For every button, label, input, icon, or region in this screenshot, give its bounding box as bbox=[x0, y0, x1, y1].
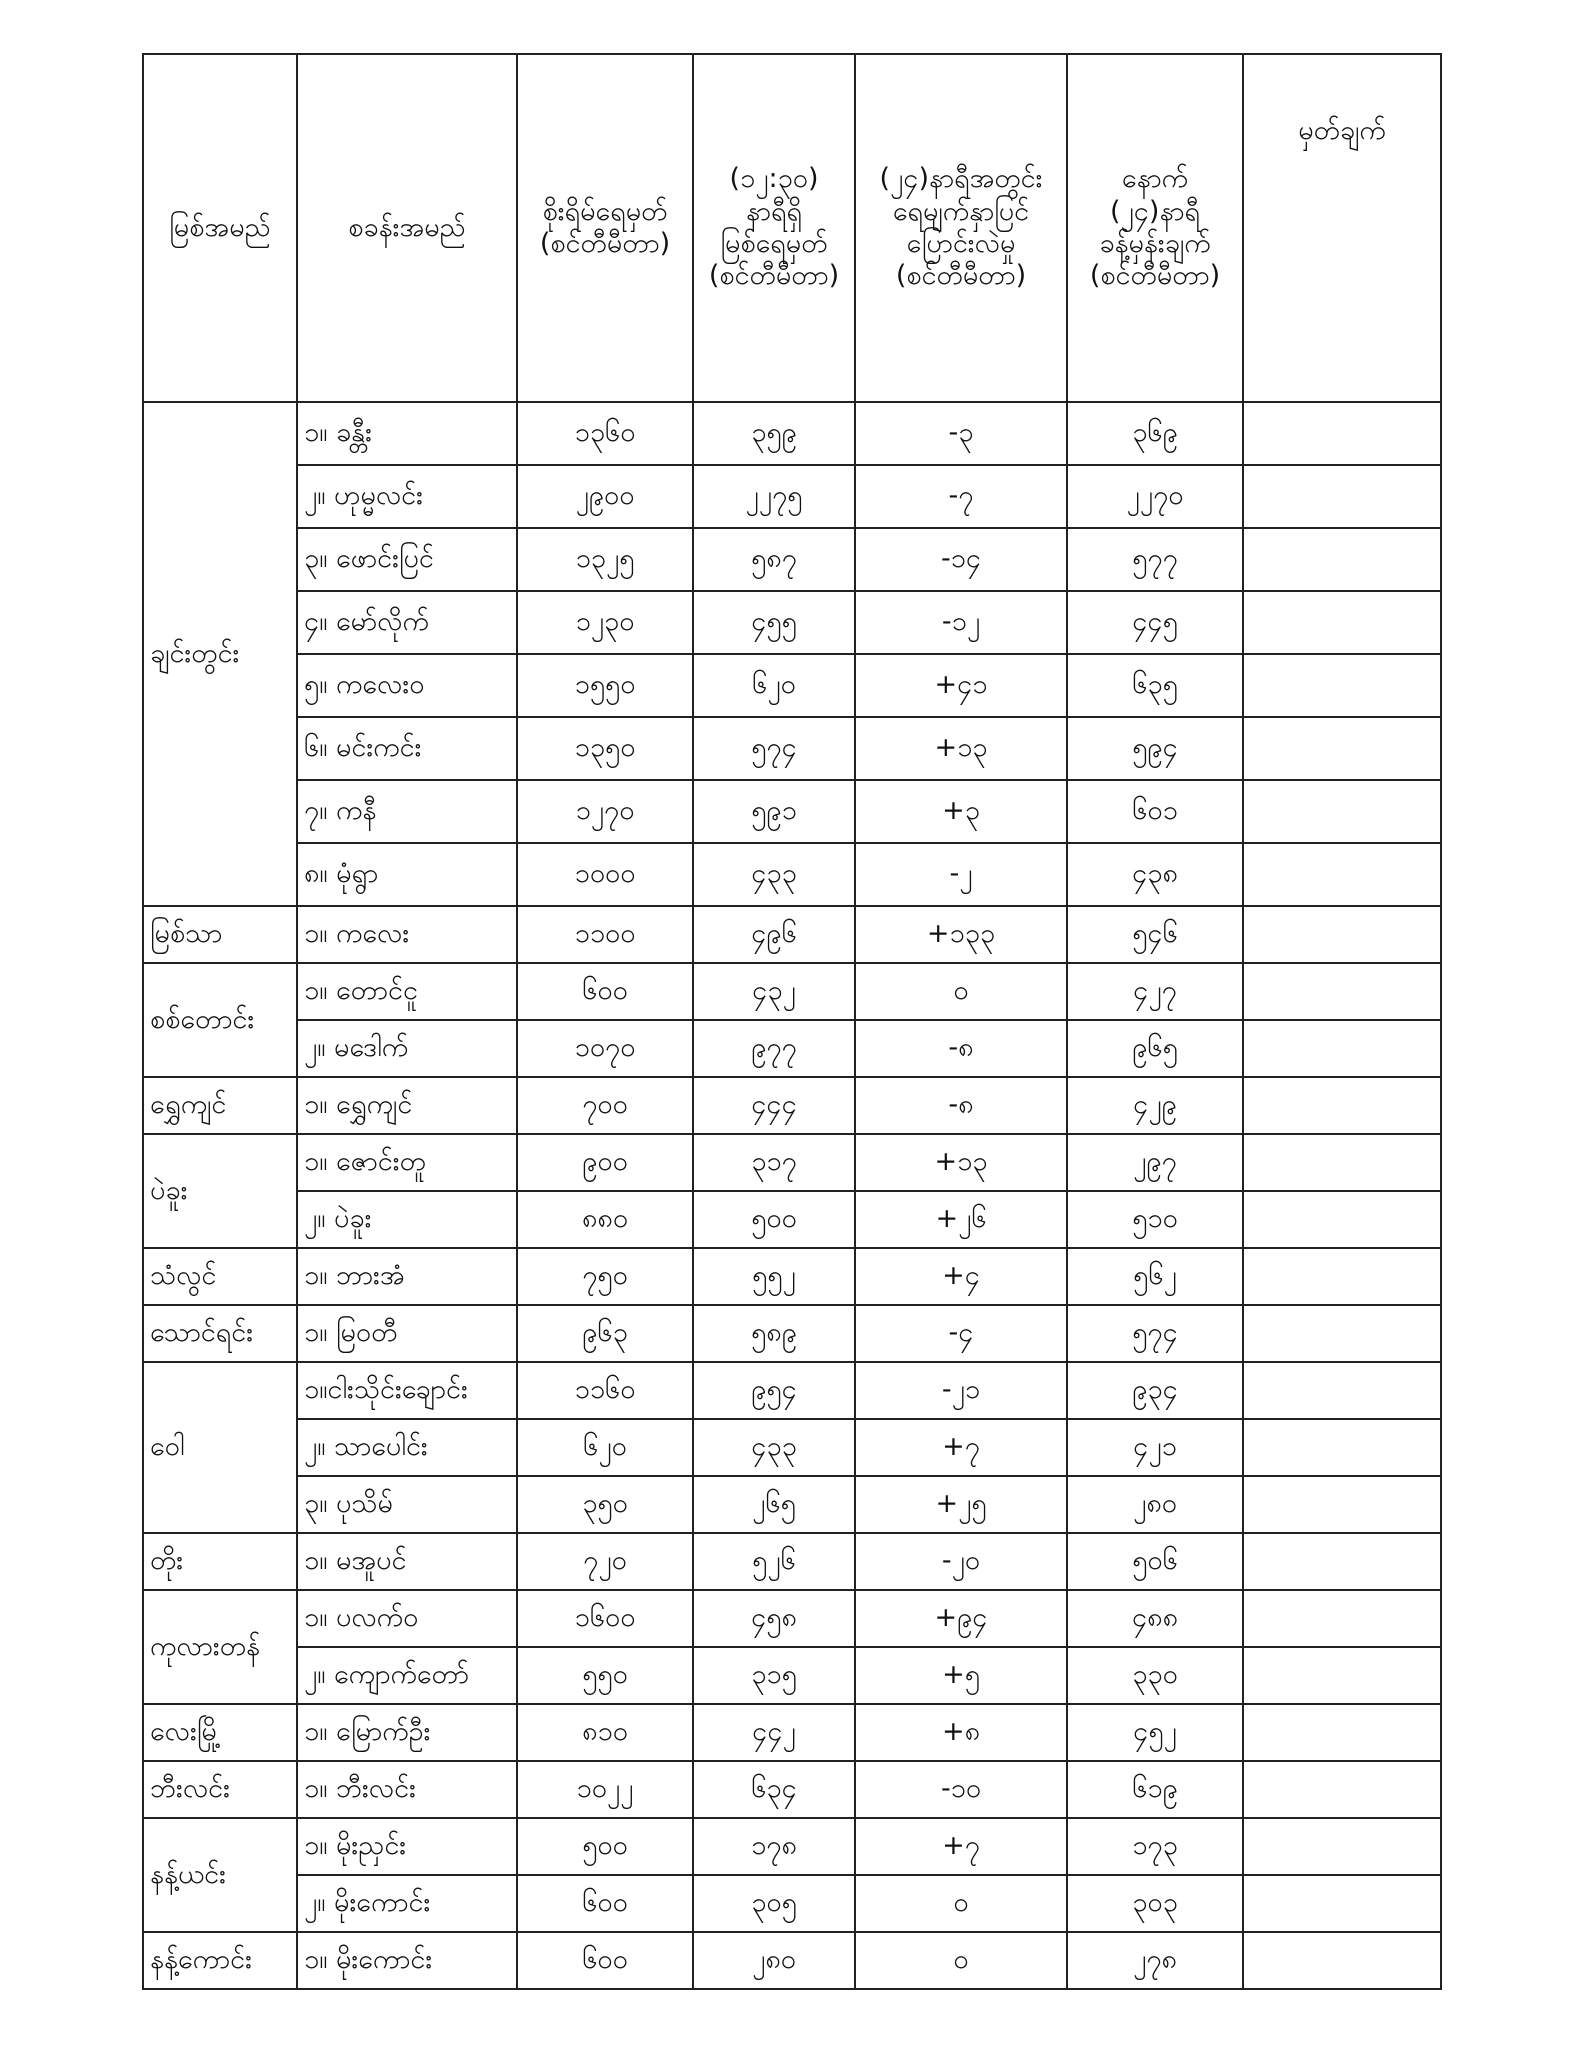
table-row bbox=[143, 654, 1441, 717]
water-level-cell: ၆၂၀ bbox=[693, 654, 855, 717]
station-name-cell: ၁။ ဘီးလင်း bbox=[297, 1761, 517, 1818]
forecast-24h-cell: ၉၃၄ bbox=[1067, 1362, 1243, 1419]
table-row bbox=[143, 906, 1441, 963]
remarks-cell bbox=[1243, 843, 1441, 906]
station-name-cell: ၂။ ဟုမ္မလင်း bbox=[297, 465, 517, 528]
station-name-cell: ၂။ ကျောက်တော် bbox=[297, 1647, 517, 1704]
header-forecast-24h: နောက် (၂၄)နာရီ ခန့်မှန်းချက် (စင်တီမီတာ) bbox=[1067, 54, 1243, 402]
forecast-24h-cell: ၂၈၀ bbox=[1067, 1476, 1243, 1533]
header-river: မြစ်အမည် bbox=[143, 54, 297, 402]
station-name-cell: ၁။ ရွှေကျင် bbox=[297, 1077, 517, 1134]
forecast-24h-cell: ၄၂၇ bbox=[1067, 963, 1243, 1020]
danger-level-cell: ၉၆၃ bbox=[517, 1305, 693, 1362]
remarks-cell bbox=[1243, 717, 1441, 780]
water-level-cell: ၄၃၃ bbox=[693, 843, 855, 906]
remarks-cell bbox=[1243, 654, 1441, 717]
danger-level-cell: ၁၃၆၀ bbox=[517, 402, 693, 465]
change-24h-cell: +၁၃၃ bbox=[855, 906, 1067, 963]
table-row bbox=[143, 717, 1441, 780]
station-name-cell: ၅။ ကလေးဝ bbox=[297, 654, 517, 717]
table-row bbox=[143, 402, 1441, 465]
station-name-cell: ၄။ မော်လိုက် bbox=[297, 591, 517, 654]
change-24h-cell: -၇ bbox=[855, 465, 1067, 528]
station-name-cell: ၁။ ဇောင်းတူ bbox=[297, 1134, 517, 1191]
change-24h-cell: -၂၀ bbox=[855, 1533, 1067, 1590]
change-24h-cell: +၈ bbox=[855, 1704, 1067, 1761]
station-name-cell: ၁။ မြောက်ဦး bbox=[297, 1704, 517, 1761]
station-name-cell: ၈။ မုံရွာ bbox=[297, 843, 517, 906]
water-level-cell: ၅၂၆ bbox=[693, 1533, 855, 1590]
remarks-cell bbox=[1243, 1476, 1441, 1533]
danger-level-cell: ၆၀၀ bbox=[517, 1875, 693, 1932]
danger-level-cell: ၁၁၀၀ bbox=[517, 906, 693, 963]
table-row bbox=[143, 843, 1441, 906]
forecast-24h-cell: ၅၉၄ bbox=[1067, 717, 1243, 780]
remarks-cell bbox=[1243, 528, 1441, 591]
change-24h-cell: -၂ bbox=[855, 843, 1067, 906]
change-24h-cell: -၈ bbox=[855, 1020, 1067, 1077]
danger-level-cell: ၇၀၀ bbox=[517, 1077, 693, 1134]
water-level-cell: ၄၅၈ bbox=[693, 1590, 855, 1647]
forecast-24h-cell: ၆၁၉ bbox=[1067, 1761, 1243, 1818]
header-station: စခန်းအမည် bbox=[297, 54, 517, 402]
remarks-cell bbox=[1243, 1818, 1441, 1875]
change-24h-cell: ၀ bbox=[855, 1875, 1067, 1932]
remarks-cell bbox=[1243, 963, 1441, 1020]
water-level-cell: ၄၉၆ bbox=[693, 906, 855, 963]
remarks-cell bbox=[1243, 402, 1441, 465]
danger-level-cell: ၆၀၀ bbox=[517, 963, 693, 1020]
water-level-cell: ၄၄၄ bbox=[693, 1077, 855, 1134]
forecast-24h-cell: ၄၈၈ bbox=[1067, 1590, 1243, 1647]
river-name-cell: ချင်းတွင်း bbox=[143, 402, 297, 906]
table-row bbox=[143, 465, 1441, 528]
change-24h-cell: +၃ bbox=[855, 780, 1067, 843]
water-level-cell: ၅၉၁ bbox=[693, 780, 855, 843]
water-level-cell: ၆၃၄ bbox=[693, 1761, 855, 1818]
remarks-cell bbox=[1243, 591, 1441, 654]
forecast-24h-cell: ၄၄၅ bbox=[1067, 591, 1243, 654]
change-24h-cell: -၄ bbox=[855, 1305, 1067, 1362]
remarks-cell bbox=[1243, 1647, 1441, 1704]
change-24h-cell: +၂၆ bbox=[855, 1191, 1067, 1248]
danger-level-cell: ၁၀၇၀ bbox=[517, 1020, 693, 1077]
forecast-24h-cell: ၅၇၄ bbox=[1067, 1305, 1243, 1362]
water-level-cell: ၃၅၉ bbox=[693, 402, 855, 465]
change-24h-cell: -၁၀ bbox=[855, 1761, 1067, 1818]
header-change-24h: (၂၄)နာရီအတွင်း ရေမျက်နှာပြင် ပြောင်းလဲမှု (စင်တီမီတာ) bbox=[855, 54, 1067, 402]
forecast-24h-cell: ၂၂၇၀ bbox=[1067, 465, 1243, 528]
danger-level-cell: ၆၂၀ bbox=[517, 1419, 693, 1476]
station-name-cell: ၁။ မိုးကောင်း bbox=[297, 1932, 517, 1989]
river-name-cell: ဘီးလင်း bbox=[143, 1761, 297, 1818]
remarks-cell bbox=[1243, 906, 1441, 963]
forecast-24h-cell: ၃၀၃ bbox=[1067, 1875, 1243, 1932]
table-row bbox=[143, 1704, 1441, 1761]
station-name-cell: ၁။ငါးသိုင်းချောင်း bbox=[297, 1362, 517, 1419]
danger-level-cell: ၈၁၀ bbox=[517, 1704, 693, 1761]
water-level-cell: ၂၆၅ bbox=[693, 1476, 855, 1533]
forecast-24h-cell: ၆၀၁ bbox=[1067, 780, 1243, 843]
danger-level-cell: ၇၂၀ bbox=[517, 1533, 693, 1590]
forecast-24h-cell: ၄၂၉ bbox=[1067, 1077, 1243, 1134]
danger-level-cell: ၁၃၂၅ bbox=[517, 528, 693, 591]
table-row bbox=[143, 1419, 1441, 1476]
river-name-cell: ရွှေကျင် bbox=[143, 1077, 297, 1134]
remarks-cell bbox=[1243, 1020, 1441, 1077]
header-row bbox=[143, 54, 1441, 402]
change-24h-cell: ၀ bbox=[855, 1932, 1067, 1989]
station-name-cell: ၃။ ဖောင်းပြင် bbox=[297, 528, 517, 591]
table-row bbox=[143, 1932, 1441, 1989]
river-level-table bbox=[142, 53, 1442, 1990]
water-level-cell: ၄၄၂ bbox=[693, 1704, 855, 1761]
remarks-cell bbox=[1243, 1077, 1441, 1134]
forecast-24h-cell: ၄၂၁ bbox=[1067, 1419, 1243, 1476]
forecast-24h-cell: ၃၃၀ bbox=[1067, 1647, 1243, 1704]
water-level-cell: ၄၃၃ bbox=[693, 1419, 855, 1476]
river-name-cell: လေးမြို့ bbox=[143, 1704, 297, 1761]
river-name-cell: နန့်ယင်း bbox=[143, 1818, 297, 1932]
forecast-24h-cell: ၄၃၈ bbox=[1067, 843, 1243, 906]
danger-level-cell: ၁၀၂၂ bbox=[517, 1761, 693, 1818]
water-level-cell: ၄၃၂ bbox=[693, 963, 855, 1020]
table-row bbox=[143, 1533, 1441, 1590]
table-row bbox=[143, 1476, 1441, 1533]
table-row bbox=[143, 1362, 1441, 1419]
table-row bbox=[143, 780, 1441, 843]
table-row bbox=[143, 1818, 1441, 1875]
remarks-cell bbox=[1243, 1419, 1441, 1476]
water-level-cell: ၅၈၉ bbox=[693, 1305, 855, 1362]
remarks-cell bbox=[1243, 1362, 1441, 1419]
remarks-cell bbox=[1243, 1875, 1441, 1932]
danger-level-cell: ၁၂၃၀ bbox=[517, 591, 693, 654]
danger-level-cell: ၁၁၆၀ bbox=[517, 1362, 693, 1419]
station-name-cell: ၇။ ကနီ bbox=[297, 780, 517, 843]
change-24h-cell: -၃ bbox=[855, 402, 1067, 465]
forecast-24h-cell: ၅၇၇ bbox=[1067, 528, 1243, 591]
remarks-cell bbox=[1243, 1932, 1441, 1989]
river-name-cell: ပဲခူး bbox=[143, 1134, 297, 1248]
change-24h-cell: -၈ bbox=[855, 1077, 1067, 1134]
station-name-cell: ၂။ သာပေါင်း bbox=[297, 1419, 517, 1476]
river-name-cell: နန့်ကောင်း bbox=[143, 1932, 297, 1989]
water-level-cell: ၅၈၇ bbox=[693, 528, 855, 591]
remarks-cell bbox=[1243, 1761, 1441, 1818]
danger-level-cell: ၉၀၀ bbox=[517, 1134, 693, 1191]
remarks-cell bbox=[1243, 1191, 1441, 1248]
water-level-cell: ၄၅၅ bbox=[693, 591, 855, 654]
station-name-cell: ၁။ မအူပင် bbox=[297, 1533, 517, 1590]
table-row bbox=[143, 1191, 1441, 1248]
change-24h-cell: +၇ bbox=[855, 1419, 1067, 1476]
table-row bbox=[143, 1590, 1441, 1647]
change-24h-cell: +၁၃ bbox=[855, 1134, 1067, 1191]
change-24h-cell: +၅ bbox=[855, 1647, 1067, 1704]
water-level-cell: ၂၈၀ bbox=[693, 1932, 855, 1989]
table-row bbox=[143, 1761, 1441, 1818]
remarks-cell bbox=[1243, 1590, 1441, 1647]
table-row bbox=[143, 528, 1441, 591]
change-24h-cell: -၁၄ bbox=[855, 528, 1067, 591]
table-body bbox=[143, 402, 1441, 1989]
danger-level-cell: ၂၉၀၀ bbox=[517, 465, 693, 528]
river-name-cell: သံလွင် bbox=[143, 1248, 297, 1305]
water-level-cell: ၅၇၄ bbox=[693, 717, 855, 780]
river-name-cell: ကုလားတန် bbox=[143, 1590, 297, 1704]
header-water-level: (၁၂:၃၀) နာရီရှိ မြစ်ရေမှတ် (စင်တီမီတာ) bbox=[693, 54, 855, 402]
table-row bbox=[143, 1248, 1441, 1305]
forecast-24h-cell: ၆၃၅ bbox=[1067, 654, 1243, 717]
water-level-cell: ၃၁၇ bbox=[693, 1134, 855, 1191]
change-24h-cell: +၄ bbox=[855, 1248, 1067, 1305]
station-name-cell: ၂။ ပဲခူး bbox=[297, 1191, 517, 1248]
change-24h-cell: +၂၅ bbox=[855, 1476, 1067, 1533]
danger-level-cell: ၁၀၀၀ bbox=[517, 843, 693, 906]
change-24h-cell: -၁၂ bbox=[855, 591, 1067, 654]
table-row bbox=[143, 591, 1441, 654]
danger-level-cell: ၁၅၅၀ bbox=[517, 654, 693, 717]
change-24h-cell: +၁၃ bbox=[855, 717, 1067, 780]
water-level-cell: ၅၀၀ bbox=[693, 1191, 855, 1248]
danger-level-cell: ၁၆၀၀ bbox=[517, 1590, 693, 1647]
danger-level-cell: ၅၀၀ bbox=[517, 1818, 693, 1875]
station-name-cell: ၁။ ခန္တီး bbox=[297, 402, 517, 465]
table-row bbox=[143, 1875, 1441, 1932]
remarks-cell bbox=[1243, 1305, 1441, 1362]
danger-level-cell: ၆၀၀ bbox=[517, 1932, 693, 1989]
forecast-24h-cell: ၃၆၉ bbox=[1067, 402, 1243, 465]
water-level-cell: ၃၁၅ bbox=[693, 1647, 855, 1704]
table-row bbox=[143, 1134, 1441, 1191]
station-name-cell: ၁။ ပလက်ဝ bbox=[297, 1590, 517, 1647]
remarks-cell bbox=[1243, 1704, 1441, 1761]
station-name-cell: ၃။ ပုသိမ် bbox=[297, 1476, 517, 1533]
station-name-cell: ၁။ တောင်ငူ bbox=[297, 963, 517, 1020]
water-level-cell: ၉၅၄ bbox=[693, 1362, 855, 1419]
forecast-24h-cell: ၂၉၇ bbox=[1067, 1134, 1243, 1191]
forecast-24h-cell: ၁၇၃ bbox=[1067, 1818, 1243, 1875]
river-name-cell: တိုး bbox=[143, 1533, 297, 1590]
river-name-cell: သောင်ရင်း bbox=[143, 1305, 297, 1362]
danger-level-cell: ၃၅၀ bbox=[517, 1476, 693, 1533]
danger-level-cell: ၇၅၀ bbox=[517, 1248, 693, 1305]
station-name-cell: ၁။ မိုးညှင်း bbox=[297, 1818, 517, 1875]
table-row bbox=[143, 1305, 1441, 1362]
forecast-24h-cell: ၄၅၂ bbox=[1067, 1704, 1243, 1761]
remarks-cell bbox=[1243, 1533, 1441, 1590]
remarks-cell bbox=[1243, 780, 1441, 843]
forecast-24h-cell: ၂၇၈ bbox=[1067, 1932, 1243, 1989]
header-danger-level: စိုးရိမ်ရေမှတ် (စင်တီမီတာ) bbox=[517, 54, 693, 402]
station-name-cell: ၁။ မြဝတီ bbox=[297, 1305, 517, 1362]
change-24h-cell: +၉၄ bbox=[855, 1590, 1067, 1647]
table-row bbox=[143, 1647, 1441, 1704]
river-name-cell: ဝေါ bbox=[143, 1362, 297, 1533]
forecast-24h-cell: ၅၁၀ bbox=[1067, 1191, 1243, 1248]
water-level-cell: ၃၀၅ bbox=[693, 1875, 855, 1932]
water-level-cell: ၁၇၈ bbox=[693, 1818, 855, 1875]
danger-level-cell: ၁၂၇၀ bbox=[517, 780, 693, 843]
station-name-cell: ၁။ ကလေး bbox=[297, 906, 517, 963]
danger-level-cell: ၁၃၅၀ bbox=[517, 717, 693, 780]
water-level-cell: ၂၂၇၅ bbox=[693, 465, 855, 528]
station-name-cell: ၆။ မင်းကင်း bbox=[297, 717, 517, 780]
header-remarks: မှတ်ချက် bbox=[1243, 54, 1441, 402]
remarks-cell bbox=[1243, 1134, 1441, 1191]
forecast-24h-cell: ၉၆၅ bbox=[1067, 1020, 1243, 1077]
river-name-cell: မြစ်သာ bbox=[143, 906, 297, 963]
remarks-cell bbox=[1243, 1248, 1441, 1305]
table-row bbox=[143, 1020, 1441, 1077]
remarks-cell bbox=[1243, 465, 1441, 528]
water-level-cell: ၉၇၇ bbox=[693, 1020, 855, 1077]
table-row bbox=[143, 1077, 1441, 1134]
change-24h-cell: +၇ bbox=[855, 1818, 1067, 1875]
forecast-24h-cell: ၅၀၆ bbox=[1067, 1533, 1243, 1590]
station-name-cell: ၂။ မဒေါက် bbox=[297, 1020, 517, 1077]
forecast-24h-cell: ၅၆၂ bbox=[1067, 1248, 1243, 1305]
river-name-cell: စစ်တောင်း bbox=[143, 963, 297, 1077]
change-24h-cell: ၀ bbox=[855, 963, 1067, 1020]
table-row bbox=[143, 963, 1441, 1020]
water-level-cell: ၅၅၂ bbox=[693, 1248, 855, 1305]
danger-level-cell: ၅၅၀ bbox=[517, 1647, 693, 1704]
forecast-24h-cell: ၅၄၆ bbox=[1067, 906, 1243, 963]
danger-level-cell: ၈၈၀ bbox=[517, 1191, 693, 1248]
station-name-cell: ၂။ မိုးကောင်း bbox=[297, 1875, 517, 1932]
change-24h-cell: +၄၁ bbox=[855, 654, 1067, 717]
station-name-cell: ၁။ ဘားအံ bbox=[297, 1248, 517, 1305]
change-24h-cell: -၂၁ bbox=[855, 1362, 1067, 1419]
